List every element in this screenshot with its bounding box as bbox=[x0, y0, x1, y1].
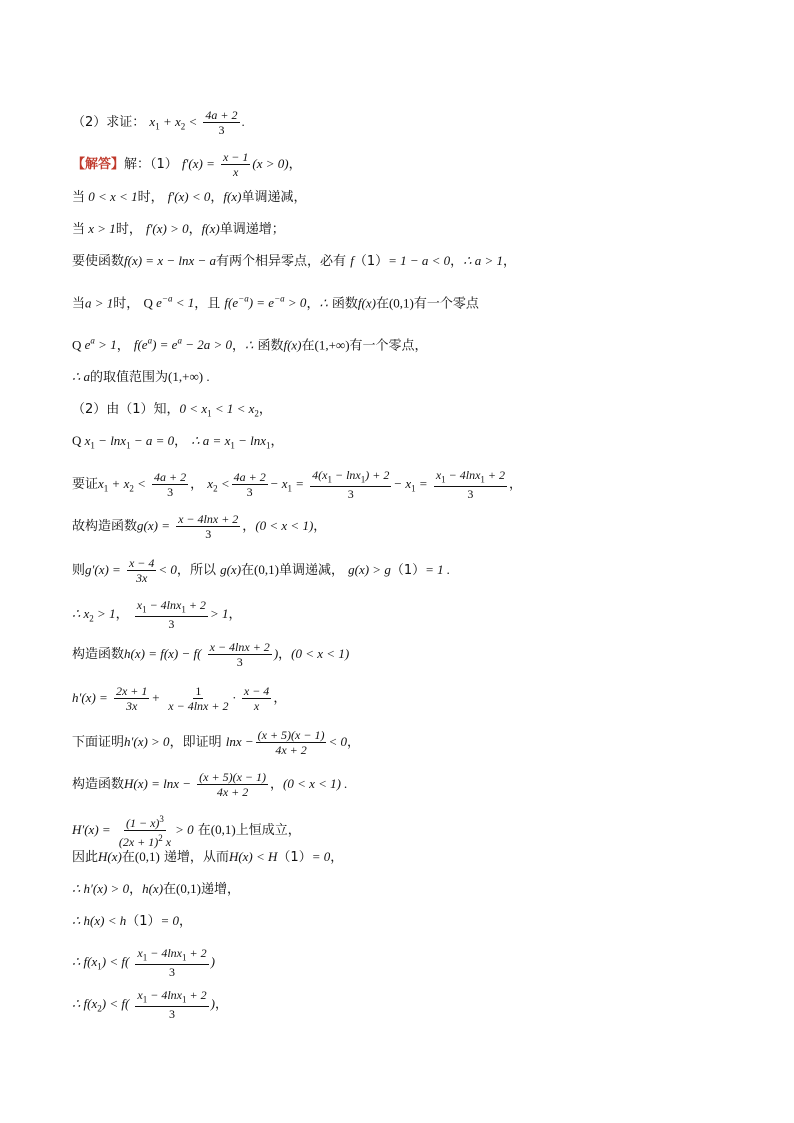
question-part-2: （2）求证： $x_1 + x_2$ < $\frac{4a + 2}{3}$ . bbox=[72, 108, 245, 137]
proof-line: 则g′(x) = $\frac{x - 4}{3x}$ < 0，所以 g(x)在(0,1)单调递减， g(x) > g（1）= 1 . bbox=[72, 556, 451, 585]
proof-line: ∴ a的取值范围为(1,+∞) . bbox=[72, 369, 210, 385]
proof-line: 要使函数f(x) = x − lnx − a有两个相异零点，必有 f（1）= 1 − a < 0，∴ a > 1， bbox=[72, 253, 516, 269]
proof-line: 当 x > 1时， f′(x) > 0，f(x)单调递增； bbox=[72, 221, 285, 237]
proof-line: 故构造函数g(x) = $\frac{x - 4\ln x + 2}{3}$ ，(0 < x < 1)， bbox=[72, 512, 327, 541]
solution-header: 【解答】解：（1） f′(x) = $\frac{x - 1}{x}$ (x > 0)， bbox=[72, 150, 302, 179]
proof-line: Q $e^a > 1$， $f(e^a) = e^a - 2a > 0$，∴ 函数f(x)在(1,+∞)有一个零点， bbox=[72, 336, 428, 354]
answer-label: 【解答】 bbox=[72, 157, 125, 172]
proof-line: 当a > 1时， Q $e^{-a} < 1$，且 $f(e^{-a}) = e^{-a} > 0$，∴ 函数f(x)在(0,1)有一个零点 bbox=[72, 294, 479, 312]
proof-line: ∴ $f(x_1) < f$( $\frac{x_1 - 4\ln x_1 + 2}{3}$ ) bbox=[72, 946, 215, 980]
proof-line: ∴ h′(x) > 0，h(x)在(0,1)递增， bbox=[72, 881, 240, 897]
proof-line: 当 0 < x < 1时， f′(x) < 0，f(x)单调递减， bbox=[72, 189, 307, 205]
proof-line: 构造函数H(x) = lnx − $\frac{(x + 5)(x - 1)}{4x + 2}$ ，(0 < x < 1) . bbox=[72, 770, 348, 799]
proof-line: 构造函数h(x) = f(x) − f( $\frac{x - 4\ln x + 2}{3}$ )，(0 < x < 1) bbox=[72, 640, 350, 669]
proof-line: （2）由（1）知，$0 < x_1 < 1 < x_2$， bbox=[72, 401, 272, 419]
proof-line: h′(x) = $\frac{2x + 1}{3x}$ + $\frac{1}{x - 4\ln x + 2}$ · $\frac{x - 4}{x}$ ， bbox=[72, 684, 287, 713]
proof-line: 因此H(x)在(0,1) 递增，从而H(x) < H（1）= 0， bbox=[72, 849, 344, 865]
proof-line: H′(x) = $\frac{(1 - x)^3}{(2x + 1)^2 x}$ > 0 在(0,1)上恒成立， bbox=[72, 814, 301, 849]
proof-line: 下面证明h′(x) > 0，即证明 lnx − $\frac{(x + 5)(x - 1)}{4x + 2}$ < 0， bbox=[72, 728, 361, 757]
proof-line: ∴ $f(x_2) < f$( $\frac{x_1 - 4\ln x_1 + 2}{3}$ )， bbox=[72, 988, 228, 1022]
proof-line: ∴ $x_2 > 1$， $\frac{x_1 - 4\ln x_1 + 2}{3}$ > 1， bbox=[72, 598, 242, 632]
proof-line: Q $x_1 - \ln x_1 - a = 0$， ∴ $a = x_1 - \ln x_1$， bbox=[72, 433, 284, 451]
proof-line: ∴ h(x) < h（1）= 0， bbox=[72, 913, 193, 929]
proof-line: 要证$x_1 + x_2$ < $\frac{4a + 2}{3}$ ， $x_2$ < $\frac{4a + 2}{3}$ − $x_1$ = $\frac{4(x_1 - \ln x_1) + 2}{3}$ − $x_1$ = $\frac{x_1 - 4\ln x_1 + 2}{3}$ ， bbox=[72, 468, 523, 502]
